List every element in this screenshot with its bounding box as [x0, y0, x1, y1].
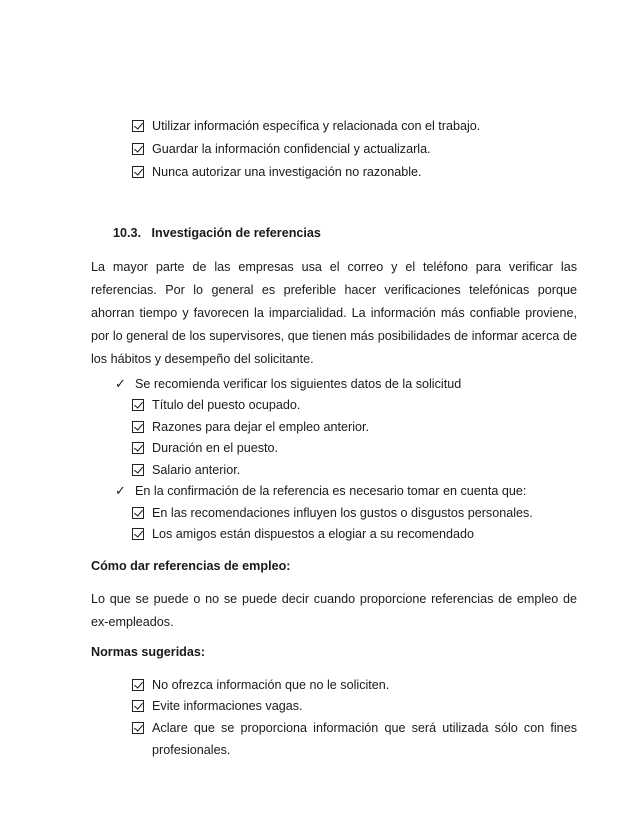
list-item: Guardar la información confidencial y actualizarla.: [132, 141, 431, 157]
checked-box-icon: [132, 166, 144, 178]
checked-box-icon: [132, 143, 144, 155]
checked-box-icon: [132, 507, 144, 519]
list-item: Salario anterior.: [132, 462, 240, 478]
list-item: Duración en el puesto.: [132, 440, 278, 456]
employment-paragraph: Lo que se puede o no se puede decir cuando proporcione referencias de empleo de ex-empleados.: [91, 592, 577, 629]
list-item: [132, 720, 152, 736]
checked-box-icon: [132, 421, 144, 433]
checked-box-icon: [132, 464, 144, 476]
subheading: Normas sugeridas:: [91, 645, 206, 659]
checked-box-icon: [132, 528, 144, 540]
checkmark-icon: ✓: [115, 483, 126, 498]
checked-box-icon: [132, 679, 144, 691]
intro-paragraph: La mayor parte de las empresas usa el correo y el teléfono para verificar las referencias. Por lo general es preferible hacer verificaciones telefónicas porque ahorran tiempo y favorecen la imparcialidad. La información más confiable proviene, por lo general de los supervisores, que tienen más posibilidades de informar acerca de los hábitos y desempeño del solicitante.: [91, 260, 577, 366]
checked-box-icon: [132, 399, 144, 411]
list-item: Título del puesto ocupado.: [132, 397, 300, 413]
check-item: ✓ En la confirmación de la referencia es necesario tomar en cuenta que:: [115, 483, 527, 498]
list-item-text: Aclare que se proporciona información que será utilizada sólo con fines profesionales.: [152, 721, 577, 757]
check-item: ✓ Se recomienda verificar los siguientes datos de la solicitud: [115, 376, 462, 391]
checkmark-icon: ✓: [115, 376, 126, 391]
checked-box-icon: [132, 722, 144, 734]
list-item: Razones para dejar el empleo anterior.: [132, 419, 369, 435]
subheading: Cómo dar referencias de empleo:: [91, 559, 291, 573]
checked-box-icon: [132, 442, 144, 454]
list-item: En las recomendaciones influyen los gustos o disgustos personales.: [132, 505, 533, 521]
section-heading: 10.3. Investigación de referencias: [113, 226, 321, 240]
list-item: Los amigos están dispuestos a elogiar a su recomendado: [132, 526, 474, 542]
list-item: Evite informaciones vagas.: [132, 698, 303, 714]
checked-box-icon: [132, 120, 144, 132]
list-item: Nunca autorizar una investigación no razonable.: [132, 164, 422, 180]
checked-box-icon: [132, 700, 144, 712]
list-item: No ofrezca información que no le soliciten.: [132, 677, 389, 693]
list-item: Utilizar información específica y relacionada con el trabajo.: [132, 118, 480, 134]
